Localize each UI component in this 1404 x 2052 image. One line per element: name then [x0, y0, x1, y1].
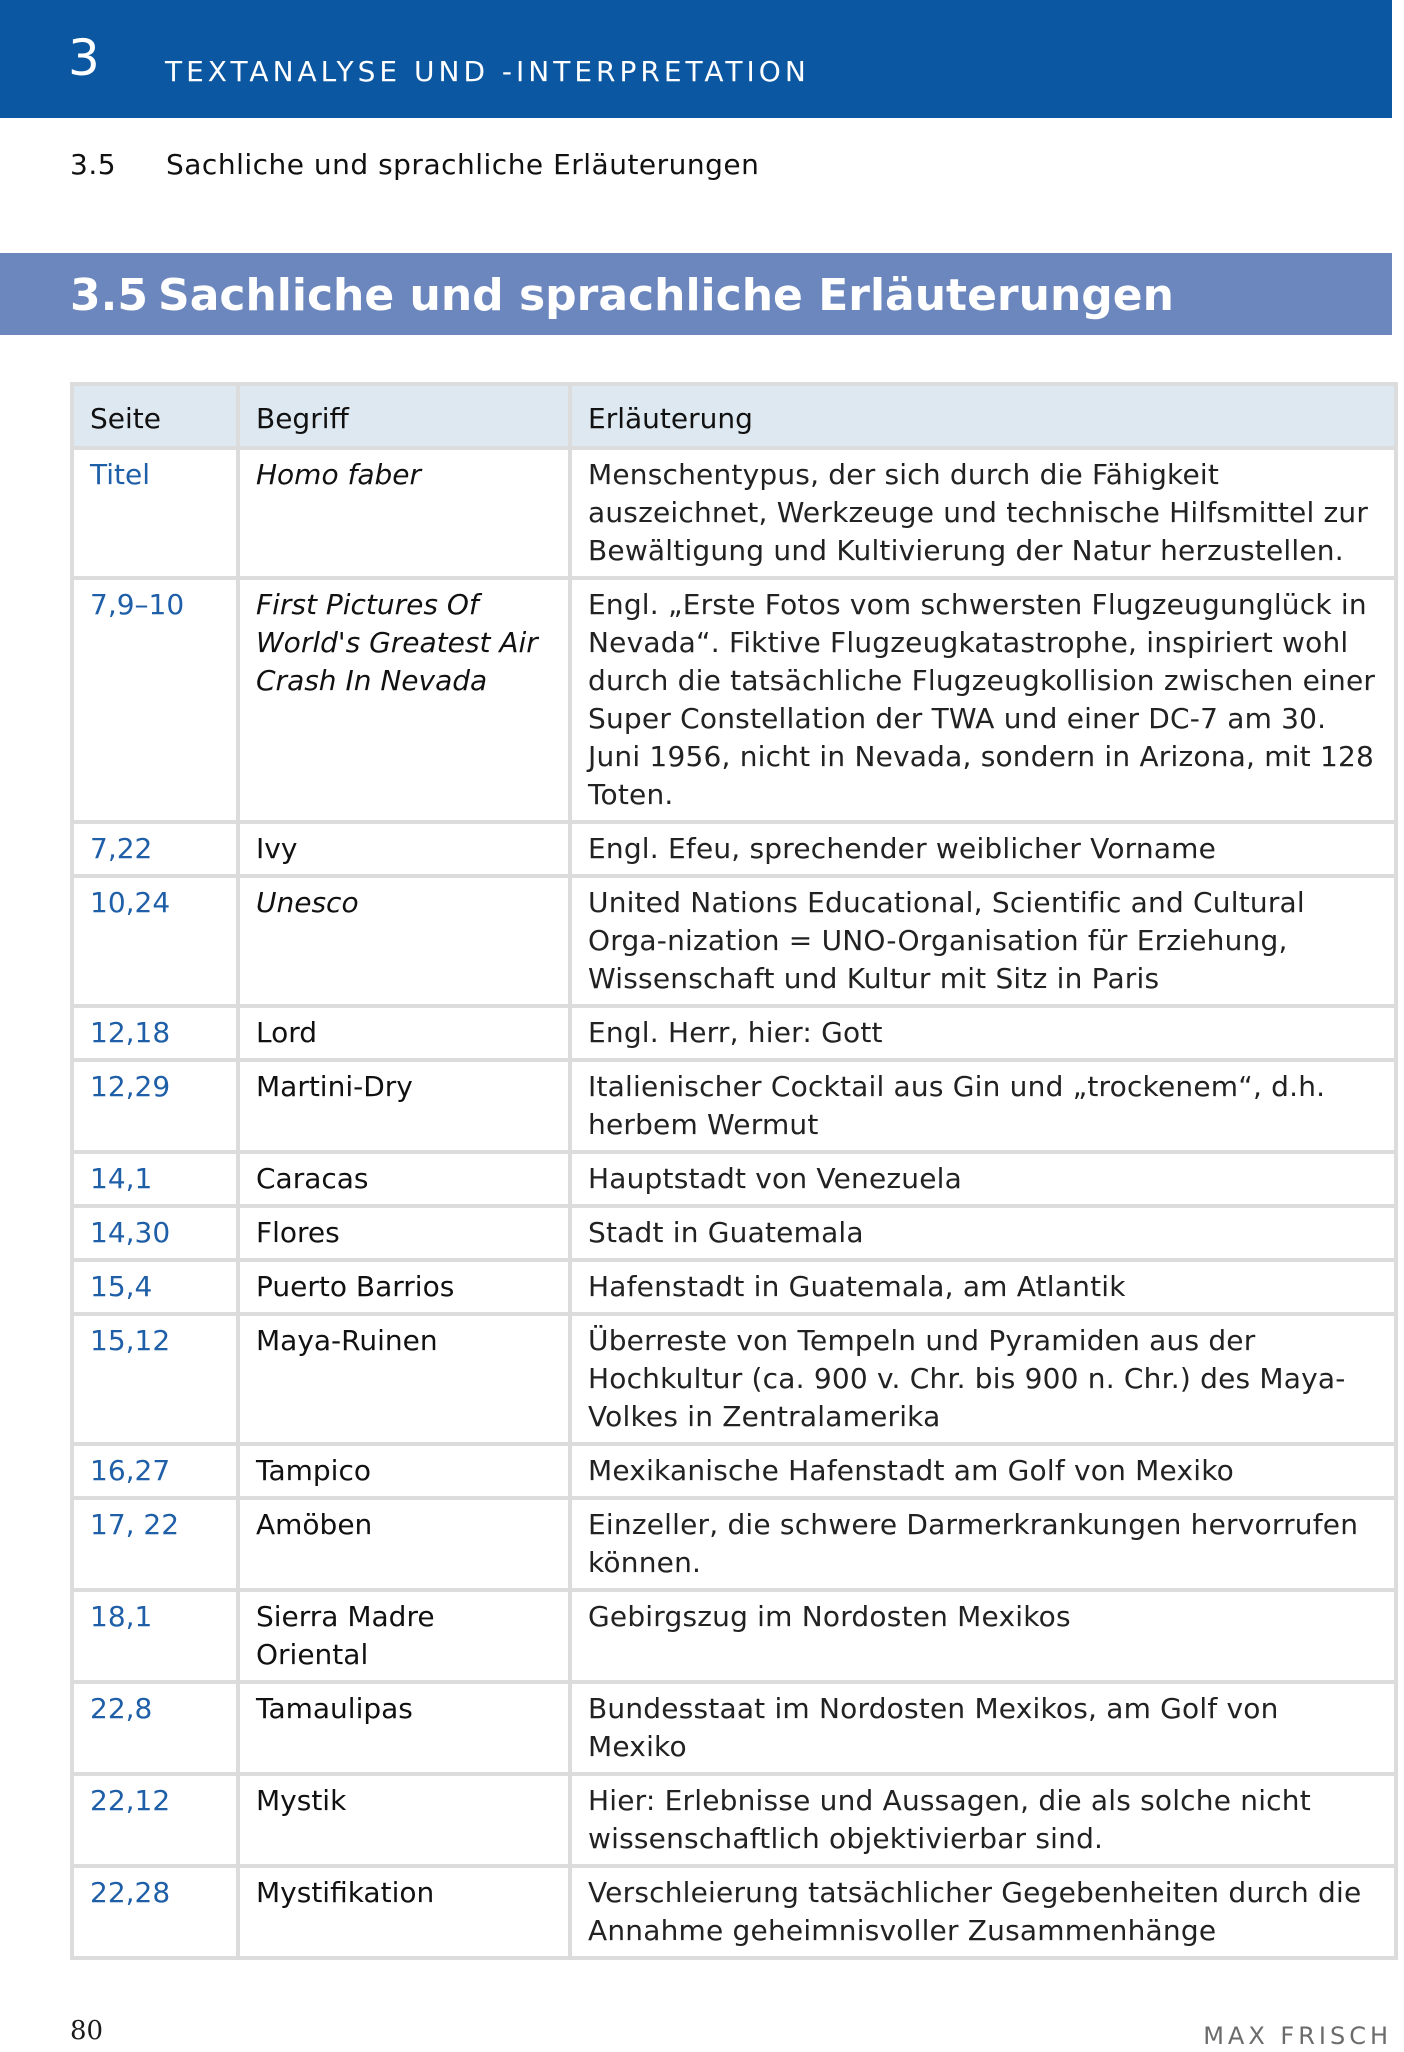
term: Amöben	[238, 1498, 570, 1590]
section-title: Sachliche und sprachliche Erläuterungen	[158, 270, 1174, 321]
explanation: Hafenstadt in Guatemala, am Atlantik	[570, 1260, 1396, 1314]
table-row	[72, 822, 1396, 876]
running-footer-title: MAX FRISCH	[1203, 2022, 1392, 2050]
page-reference: Titel	[72, 448, 238, 578]
table-row	[72, 448, 1396, 578]
page-number: 80	[70, 2016, 104, 2046]
term: Caracas	[238, 1152, 570, 1206]
subheader-number: 3.5	[70, 148, 117, 181]
page-reference: 17, 22	[72, 1498, 238, 1590]
subheader-title: Sachliche und sprachliche Erläuterungen	[166, 148, 760, 181]
term: Lord	[238, 1006, 570, 1060]
table-row	[72, 1314, 1396, 1444]
explanation: Gebirgszug im Nordosten Mexikos	[570, 1590, 1396, 1682]
page-reference: 22,8	[72, 1682, 238, 1774]
explanation: Mexikanische Hafenstadt am Golf von Mexiko	[570, 1444, 1396, 1498]
page-reference: 12,29	[72, 1060, 238, 1152]
section-title-bar	[0, 253, 1392, 335]
term: Homo faber	[238, 448, 570, 578]
explanation: Italienischer Cocktail aus Gin und „trockenem“, d.h. herbem Wermut	[570, 1060, 1396, 1152]
term: Mystifikation	[238, 1866, 570, 1958]
table-row	[72, 876, 1396, 1006]
page-reference: 14,1	[72, 1152, 238, 1206]
page-reference: 15,12	[72, 1314, 238, 1444]
explanation: Hier: Erlebnisse und Aussagen, die als solche nicht wissenschaftlich objektivierbar sind.	[570, 1774, 1396, 1866]
chapter-number: 3	[68, 29, 100, 87]
table-body	[72, 448, 1396, 1958]
column-header-begriff: Begriff	[238, 384, 570, 448]
explanation: Einzeller, die schwere Darmerkrankungen hervorrufen können.	[570, 1498, 1396, 1590]
term: Sierra Madre Oriental	[238, 1590, 570, 1682]
chapter-header-bar	[0, 0, 1392, 118]
table-row	[72, 1682, 1396, 1774]
table-row	[72, 1260, 1396, 1314]
page-reference: 22,12	[72, 1774, 238, 1866]
explanation: United Nations Educational, Scientific and Cultural Orga-nization = UNO-Organisation für Erziehung, Wissenschaft und Kultur mit Sitz in Paris	[570, 876, 1396, 1006]
table-row	[72, 1498, 1396, 1590]
table-row	[72, 1206, 1396, 1260]
table-row	[72, 1866, 1396, 1958]
column-header-erlaeuterung: Erläuterung	[570, 384, 1396, 448]
section-number: 3.5	[70, 270, 148, 321]
term: Maya-Ruinen	[238, 1314, 570, 1444]
explanation: Menschentypus, der sich durch die Fähigkeit auszeichnet, Werkzeuge und technische Hilfsmittel zur Bewältigung und Kultivierung der Natur herzustellen.	[570, 448, 1396, 578]
chapter-title: TEXTANALYSE UND -INTERPRETATION	[165, 55, 810, 88]
table-row	[72, 1774, 1396, 1866]
term: Tampico	[238, 1444, 570, 1498]
explanation: Hauptstadt von Venezuela	[570, 1152, 1396, 1206]
table-header-row	[72, 384, 1396, 448]
table-row	[72, 1590, 1396, 1682]
table-row	[72, 1060, 1396, 1152]
page-reference: 12,18	[72, 1006, 238, 1060]
term: Puerto Barrios	[238, 1260, 570, 1314]
explanation: Engl. Herr, hier: Gott	[570, 1006, 1396, 1060]
term: Mystik	[238, 1774, 570, 1866]
explanation: Bundesstaat im Nordosten Mexikos, am Golf von Mexiko	[570, 1682, 1396, 1774]
term: Tamaulipas	[238, 1682, 570, 1774]
page-reference: 7,9–10	[72, 578, 238, 822]
explanation: Engl. Efeu, sprechender weiblicher Vorname	[570, 822, 1396, 876]
term: First Pictures Of World's Greatest Air Crash In Nevada	[238, 578, 570, 822]
page-reference: 14,30	[72, 1206, 238, 1260]
table-row	[72, 1444, 1396, 1498]
explanation: Verschleierung tatsächlicher Gegebenheiten durch die Annahme geheimnisvoller Zusammenhänge	[570, 1866, 1396, 1958]
page-reference: 18,1	[72, 1590, 238, 1682]
explanation: Überreste von Tempeln und Pyramiden aus der Hochkultur (ca. 900 v. Chr. bis 900 n. Chr.) des Maya-Volkes in Zentralamerika	[570, 1314, 1396, 1444]
explanation: Stadt in Guatemala	[570, 1206, 1396, 1260]
glossary-table-wrapper	[70, 382, 1394, 1960]
table-row	[72, 1006, 1396, 1060]
glossary-table	[70, 382, 1398, 1960]
term: Unesco	[238, 876, 570, 1006]
page-reference: 22,28	[72, 1866, 238, 1958]
page-reference: 10,24	[72, 876, 238, 1006]
explanation: Engl. „Erste Fotos vom schwersten Flugzeugunglück in Nevada“. Fiktive Flugzeugkatastrophe, inspiriert wohl durch die tatsächliche Flugzeugkollision zwischen einer Super Constellation der TWA und einer DC-7 am 30. Juni 1956, nicht in Nevada, sondern in Arizona, mit 128 Toten.	[570, 578, 1396, 822]
column-header-seite: Seite	[72, 384, 238, 448]
page-reference: 7,22	[72, 822, 238, 876]
page-reference: 16,27	[72, 1444, 238, 1498]
table-row	[72, 578, 1396, 822]
table-row	[72, 1152, 1396, 1206]
page-reference: 15,4	[72, 1260, 238, 1314]
term: Ivy	[238, 822, 570, 876]
term: Flores	[238, 1206, 570, 1260]
term: Martini-Dry	[238, 1060, 570, 1152]
